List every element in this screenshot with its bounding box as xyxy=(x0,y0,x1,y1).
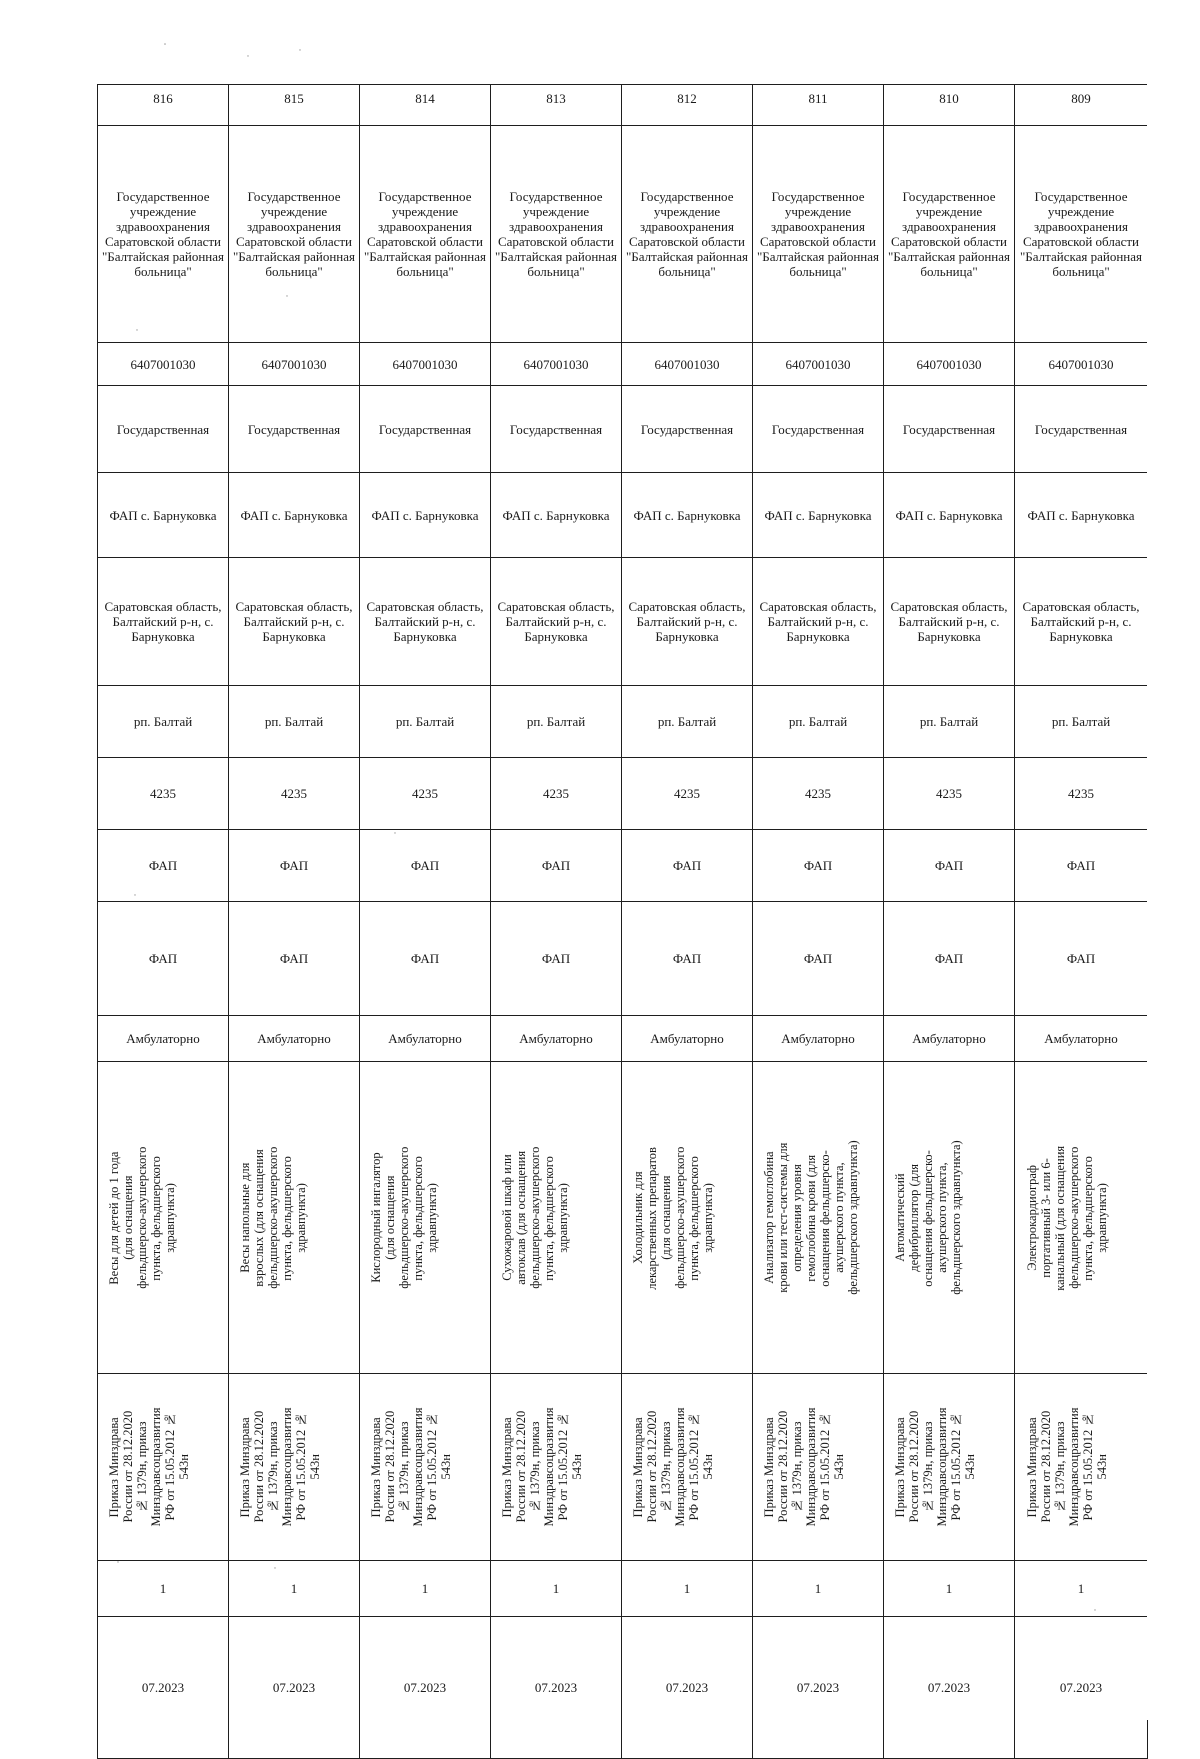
equipment-name: Анализатор гемоглобина крови или тест-системы для определения уровня гемоглобина крови (для оснащения фельдшерско-акушерского пункта, фельдшерского здравпункта) xyxy=(762,1140,860,1295)
cell-organization: Государственное учреждение здравоохранения Саратовской области "Балтайская районная больница" xyxy=(622,126,753,343)
cell-date: 07.2023 xyxy=(753,1617,884,1759)
cell-address: Саратовская область, Балтайский р-н, с. Барнуковка xyxy=(622,558,753,686)
cell-address: Саратовская область, Балтайский р-н, с. Барнуковка xyxy=(98,558,229,686)
row-type-1 xyxy=(98,830,1148,902)
cell-date: 07.2023 xyxy=(491,1617,622,1759)
order-text: Приказ Минздрава России от 28.12.2020 № 1379н, приказ Минздравсоцразвития РФ от 15.05.2012 № 543н xyxy=(762,1407,846,1527)
cell-order xyxy=(1015,1374,1148,1561)
cell-facility-name: ФАП с. Барнуковка xyxy=(98,473,229,558)
cell-code: 4235 xyxy=(1015,758,1148,830)
cell-facility-name: ФАП с. Барнуковка xyxy=(491,473,622,558)
cell-facility-name: ФАП с. Барнуковка xyxy=(360,473,491,558)
cell-locality: рп. Балтай xyxy=(622,686,753,758)
cell-type-1: ФАП xyxy=(98,830,229,902)
order-text: Приказ Минздрава России от 28.12.2020 № 1379н, приказ Минздравсоцразвития РФ от 15.05.2012 № 543н xyxy=(631,1407,715,1527)
cell-date: 07.2023 xyxy=(98,1617,229,1759)
cell-inn: 6407001030 xyxy=(360,343,491,386)
cell-care-condition: Амбулаторно xyxy=(98,1016,229,1062)
cell-care-condition: Амбулаторно xyxy=(229,1016,360,1062)
cell-facility-name: ФАП с. Барнуковка xyxy=(229,473,360,558)
cell-address: Саратовская область, Балтайский р-н, с. Барнуковка xyxy=(360,558,491,686)
cell-type-2: ФАП xyxy=(884,902,1015,1016)
cell-number: 811 xyxy=(753,85,884,126)
cell-equipment xyxy=(1015,1062,1148,1374)
cell-type-2: ФАП xyxy=(491,902,622,1016)
cell-care-condition: Амбулаторно xyxy=(1015,1016,1148,1062)
cell-code: 4235 xyxy=(753,758,884,830)
equipment-name: Электрокардиограф портативный 3- или 6-канальный (для оснащения фельдшерско-акушерского пункта, фельдшерского здравпункта) xyxy=(1025,1145,1109,1290)
cell-order xyxy=(884,1374,1015,1561)
cell-date: 07.2023 xyxy=(622,1617,753,1759)
order-text: Приказ Минздрава России от 28.12.2020 № 1379н, приказ Минздравсоцразвития РФ от 15.05.2012 № 543н xyxy=(238,1407,322,1527)
equipment-name: Автоматический дефибриллятор (для оснащения фельдшерско-акушерского пункта, фельдшерского здравпункта) xyxy=(893,1140,963,1295)
cell-organization: Государственное учреждение здравоохранения Саратовской области "Балтайская районная больница" xyxy=(229,126,360,343)
cell-date: 07.2023 xyxy=(1015,1617,1148,1759)
cell-address: Саратовская область, Балтайский р-н, с. Барнуковка xyxy=(884,558,1015,686)
cell-organization: Государственное учреждение здравоохранения Саратовской области "Балтайская районная больница" xyxy=(491,126,622,343)
cell-quantity: 1 xyxy=(98,1561,229,1617)
cell-organization: Государственное учреждение здравоохранения Саратовской области "Балтайская районная больница" xyxy=(884,126,1015,343)
equipment-name: Холодильник для лекарственных препаратов (для оснащения фельдшерско-акушерского пункта, фельдшерского здравпункта) xyxy=(631,1146,715,1289)
cell-organization: Государственное учреждение здравоохранения Саратовской области "Балтайская районная больница" xyxy=(98,126,229,343)
cell-type-2: ФАП xyxy=(622,902,753,1016)
cell-ownership: Государственная xyxy=(622,386,753,473)
cell-type-1: ФАП xyxy=(229,830,360,902)
cell-date: 07.2023 xyxy=(360,1617,491,1759)
cell-type-1: ФАП xyxy=(884,830,1015,902)
cell-order xyxy=(622,1374,753,1561)
cell-address: Саратовская область, Балтайский р-н, с. Барнуковка xyxy=(1015,558,1148,686)
cell-type-2: ФАП xyxy=(229,902,360,1016)
cell-care-condition: Амбулаторно xyxy=(360,1016,491,1062)
cell-type-1: ФАП xyxy=(753,830,884,902)
cell-inn: 6407001030 xyxy=(98,343,229,386)
cell-address: Саратовская область, Балтайский р-н, с. Барнуковка xyxy=(229,558,360,686)
row-locality xyxy=(98,686,1148,758)
cell-facility-name: ФАП с. Барнуковка xyxy=(753,473,884,558)
cell-date: 07.2023 xyxy=(884,1617,1015,1759)
row-regulatory-order xyxy=(98,1374,1148,1561)
cell-code: 4235 xyxy=(360,758,491,830)
cell-ownership: Государственная xyxy=(1015,386,1148,473)
cell-locality: рп. Балтай xyxy=(753,686,884,758)
cell-quantity: 1 xyxy=(491,1561,622,1617)
order-text: Приказ Минздрава России от 28.12.2020 № 1379н, приказ Минздравсоцразвития РФ от 15.05.2012 № 543н xyxy=(500,1407,584,1527)
cell-facility-name: ФАП с. Барнуковка xyxy=(622,473,753,558)
cell-ownership: Государственная xyxy=(360,386,491,473)
cell-quantity: 1 xyxy=(1015,1561,1148,1617)
cell-number: 814 xyxy=(360,85,491,126)
row-record-number xyxy=(98,85,1148,126)
cell-organization: Государственное учреждение здравоохранения Саратовской области "Балтайская районная больница" xyxy=(753,126,884,343)
cell-inn: 6407001030 xyxy=(622,343,753,386)
cell-code: 4235 xyxy=(229,758,360,830)
cell-locality: рп. Балтай xyxy=(98,686,229,758)
cell-organization: Государственное учреждение здравоохранения Саратовской области "Балтайская районная больница" xyxy=(360,126,491,343)
cell-code: 4235 xyxy=(491,758,622,830)
cell-type-2: ФАП xyxy=(360,902,491,1016)
cell-locality: рп. Балтай xyxy=(1015,686,1148,758)
cell-order xyxy=(98,1374,229,1561)
cell-locality: рп. Балтай xyxy=(491,686,622,758)
cell-inn: 6407001030 xyxy=(753,343,884,386)
cell-care-condition: Амбулаторно xyxy=(491,1016,622,1062)
equipment-name: Весы для детей до 1 года (для оснащения фельдшерско-акушерского пункта, фельдшерского здравпункта) xyxy=(107,1146,177,1289)
cell-order xyxy=(753,1374,884,1561)
cell-care-condition: Амбулаторно xyxy=(884,1016,1015,1062)
cell-code: 4235 xyxy=(622,758,753,830)
cell-code: 4235 xyxy=(98,758,229,830)
cell-quantity: 1 xyxy=(360,1561,491,1617)
cell-address: Саратовская область, Балтайский р-н, с. Барнуковка xyxy=(491,558,622,686)
cell-number: 809 xyxy=(1015,85,1148,126)
cell-order xyxy=(360,1374,491,1561)
cell-equipment xyxy=(98,1062,229,1374)
cell-equipment xyxy=(753,1062,884,1374)
cell-type-1: ФАП xyxy=(622,830,753,902)
row-code xyxy=(98,758,1148,830)
cell-equipment xyxy=(884,1062,1015,1374)
cell-inn: 6407001030 xyxy=(884,343,1015,386)
row-ownership xyxy=(98,386,1148,473)
cell-type-1: ФАП xyxy=(491,830,622,902)
cell-care-condition: Амбулаторно xyxy=(622,1016,753,1062)
cell-type-1: ФАП xyxy=(1015,830,1148,902)
row-date xyxy=(98,1617,1148,1759)
row-quantity xyxy=(98,1561,1148,1617)
cell-ownership: Государственная xyxy=(753,386,884,473)
cell-organization: Государственное учреждение здравоохранения Саратовской области "Балтайская районная больница" xyxy=(1015,126,1148,343)
cell-number: 815 xyxy=(229,85,360,126)
equipment-name: Весы напольные для взрослых (для оснащения фельдшерско-акушерского пункта, фельдшерского здравпункта) xyxy=(238,1146,308,1289)
cell-type-2: ФАП xyxy=(1015,902,1148,1016)
cell-inn: 6407001030 xyxy=(491,343,622,386)
cell-quantity: 1 xyxy=(229,1561,360,1617)
cell-order xyxy=(229,1374,360,1561)
equipment-register-table xyxy=(97,84,1148,1759)
cell-facility-name: ФАП с. Барнуковка xyxy=(1015,473,1148,558)
cell-code: 4235 xyxy=(884,758,1015,830)
cell-inn: 6407001030 xyxy=(229,343,360,386)
cell-ownership: Государственная xyxy=(229,386,360,473)
order-text: Приказ Минздрава России от 28.12.2020 № 1379н, приказ Минздравсоцразвития РФ от 15.05.2012 № 543н xyxy=(107,1407,191,1527)
row-care-condition xyxy=(98,1016,1148,1062)
cell-locality: рп. Балтай xyxy=(229,686,360,758)
cell-equipment xyxy=(229,1062,360,1374)
page-edge-crop xyxy=(1147,80,1200,1720)
equipment-name: Сухожаровой шкаф или автоклав (для оснащения фельдшерско-акушерского пункта, фельдшерского здравпункта) xyxy=(500,1146,570,1289)
cell-number: 813 xyxy=(491,85,622,126)
row-equipment xyxy=(98,1062,1148,1374)
cell-facility-name: ФАП с. Барнуковка xyxy=(884,473,1015,558)
row-facility-name xyxy=(98,473,1148,558)
cell-address: Саратовская область, Балтайский р-н, с. Барнуковка xyxy=(753,558,884,686)
cell-number: 816 xyxy=(98,85,229,126)
row-organization xyxy=(98,126,1148,343)
cell-ownership: Государственная xyxy=(884,386,1015,473)
cell-inn: 6407001030 xyxy=(1015,343,1148,386)
cell-number: 810 xyxy=(884,85,1015,126)
cell-care-condition: Амбулаторно xyxy=(753,1016,884,1062)
cell-equipment xyxy=(491,1062,622,1374)
cell-quantity: 1 xyxy=(622,1561,753,1617)
order-text: Приказ Минздрава России от 28.12.2020 № 1379н, приказ Минздравсоцразвития РФ от 15.05.2012 № 543н xyxy=(369,1407,453,1527)
cell-equipment xyxy=(622,1062,753,1374)
equipment-name: Кислородный ингалятор (для оснащения фельдшерско-акушерского пункта, фельдшерского здравпункта) xyxy=(369,1146,439,1289)
row-inn xyxy=(98,343,1148,386)
cell-ownership: Государственная xyxy=(491,386,622,473)
cell-locality: рп. Балтай xyxy=(360,686,491,758)
row-address xyxy=(98,558,1148,686)
order-text: Приказ Минздрава России от 28.12.2020 № 1379н, приказ Минздравсоцразвития РФ от 15.05.2012 № 543н xyxy=(893,1407,977,1527)
cell-type-2: ФАП xyxy=(98,902,229,1016)
cell-number: 812 xyxy=(622,85,753,126)
cell-order xyxy=(491,1374,622,1561)
cell-quantity: 1 xyxy=(884,1561,1015,1617)
row-type-2 xyxy=(98,902,1148,1016)
cell-type-1: ФАП xyxy=(360,830,491,902)
cell-equipment xyxy=(360,1062,491,1374)
cell-date: 07.2023 xyxy=(229,1617,360,1759)
cell-locality: рп. Балтай xyxy=(884,686,1015,758)
order-text: Приказ Минздрава России от 28.12.2020 № 1379н, приказ Минздравсоцразвития РФ от 15.05.2012 № 543н xyxy=(1025,1407,1109,1527)
cell-ownership: Государственная xyxy=(98,386,229,473)
cell-type-2: ФАП xyxy=(753,902,884,1016)
cell-quantity: 1 xyxy=(753,1561,884,1617)
